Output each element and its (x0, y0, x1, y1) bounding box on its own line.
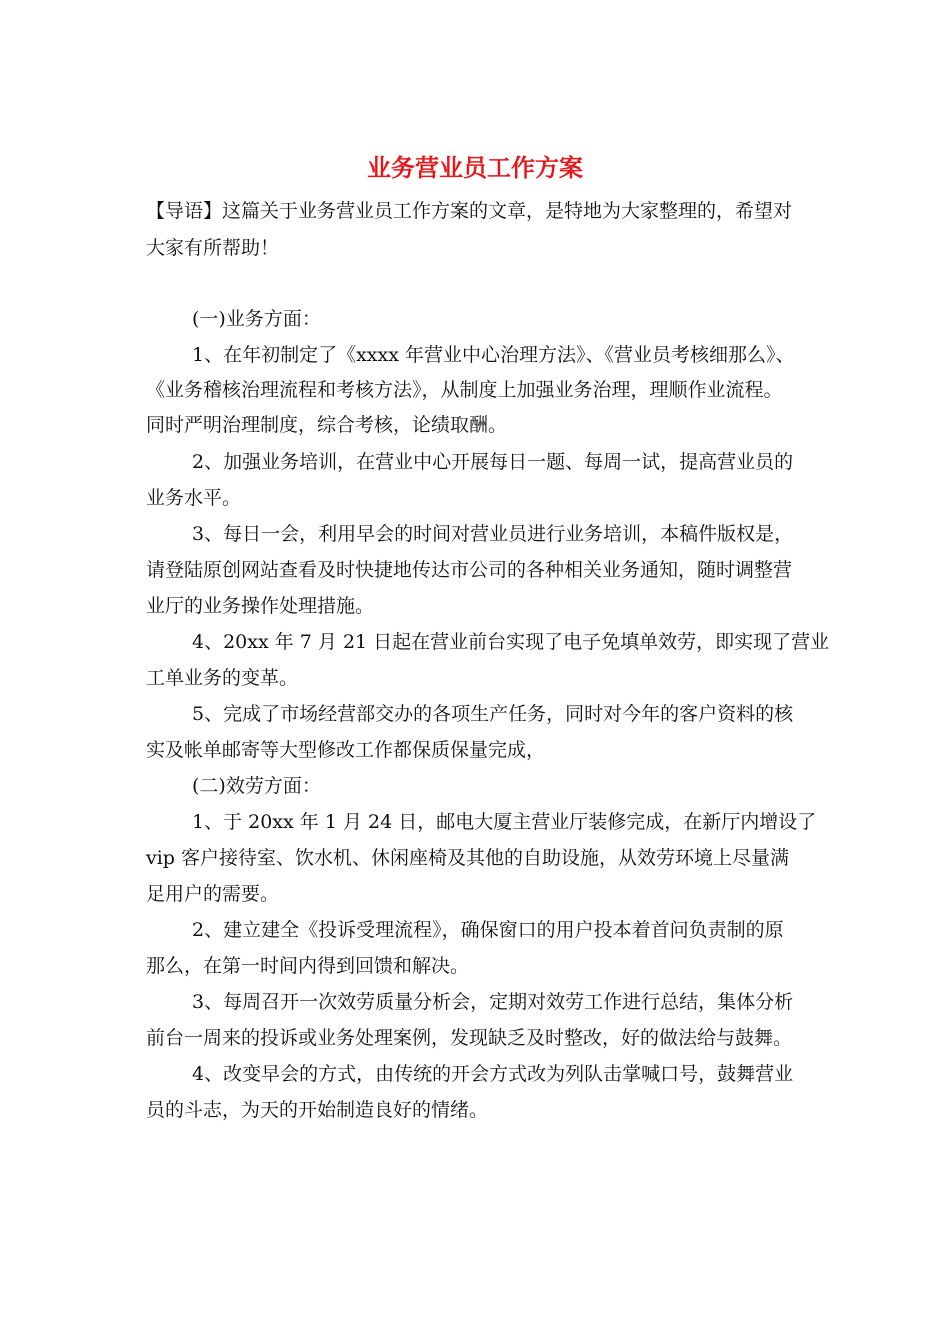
paragraph-line: 那么，在第一时间内得到回馈和解决。 (146, 955, 470, 977)
paragraph-line: 同时严明治理制度，综合考核，论绩取酬。 (146, 414, 508, 436)
paragraph-line: vip 客户接待室、饮水机、休闲座椅及其他的自助设施，从效劳环境上尽量满 (146, 847, 790, 869)
paragraph-line: 足用户的需要。 (146, 883, 280, 905)
paragraph-line: 2、加强业务培训，在营业中心开展每日一题、每周一试，提高营业员的 (192, 451, 794, 473)
paragraph-line: 2、建立建全《投诉受理流程》，确保窗口的用户投本着首问负责制的原 (192, 919, 784, 941)
paragraph-line: 3、每周召开一次效劳质量分析会，定期对效劳工作进行总结，集体分析 (192, 991, 794, 1013)
paragraph-line: 员的斗志，为天的开始制造良好的情绪。 (146, 1099, 489, 1121)
paragraph-line: 实及帐单邮寄等大型修改工作都保质保量完成， (146, 739, 546, 761)
paragraph-line: 《业务稽核治理流程和考核方法》，从制度上加强业务治理，理顺作业流程。 (146, 379, 783, 401)
intro-line-2: 大家有所帮助！ (146, 237, 280, 259)
document-title: 业务营业员工作方案 (367, 153, 583, 182)
paragraph-line: 1、在年初制定了《xxxx 年营业中心治理方法》、《营业员考核细那么》、 (192, 344, 795, 366)
paragraph-line: 工单业务的变革。 (146, 667, 299, 689)
intro-line-1: 【导语】这篇关于业务营业员工作方案的文章，是特地为大家整理的，希望对 (146, 200, 793, 222)
paragraph-line: 业务水平。 (146, 487, 242, 509)
paragraph-line: 业厅的业务操作处理措施。 (146, 595, 375, 617)
paragraph-line: 4、20xx 年 7 月 21 日起在营业前台实现了电子免填单效劳，即实现了营业 (192, 631, 830, 653)
section-heading-business: (一)业务方面： (192, 308, 321, 330)
paragraph-line: 1、于 20xx 年 1 月 24 日，邮电大厦主营业厅装修完成，在新厅内增设了 (192, 811, 817, 833)
paragraph-line: 4、改变早会的方式，由传统的开会方式改为列队击掌喊口号，鼓舞营业 (192, 1063, 794, 1085)
section-heading-service: (二)效劳方面： (192, 775, 321, 797)
paragraph-line: 前台一周来的投诉或业务处理案例，发现缺乏及时整改，好的做法给与鼓舞。 (146, 1027, 793, 1049)
paragraph-line: 请登陆原创网站查看及时快捷地传达市公司的各种相关业务通知，随时调整营 (146, 559, 793, 581)
paragraph-line: 3、每日一会，利用早会的时间对营业员进行业务培训，本稿件版权是， (192, 523, 794, 545)
paragraph-line: 5、完成了市场经营部交办的各项生产任务，同时对今年的客户资料的核 (192, 703, 794, 725)
